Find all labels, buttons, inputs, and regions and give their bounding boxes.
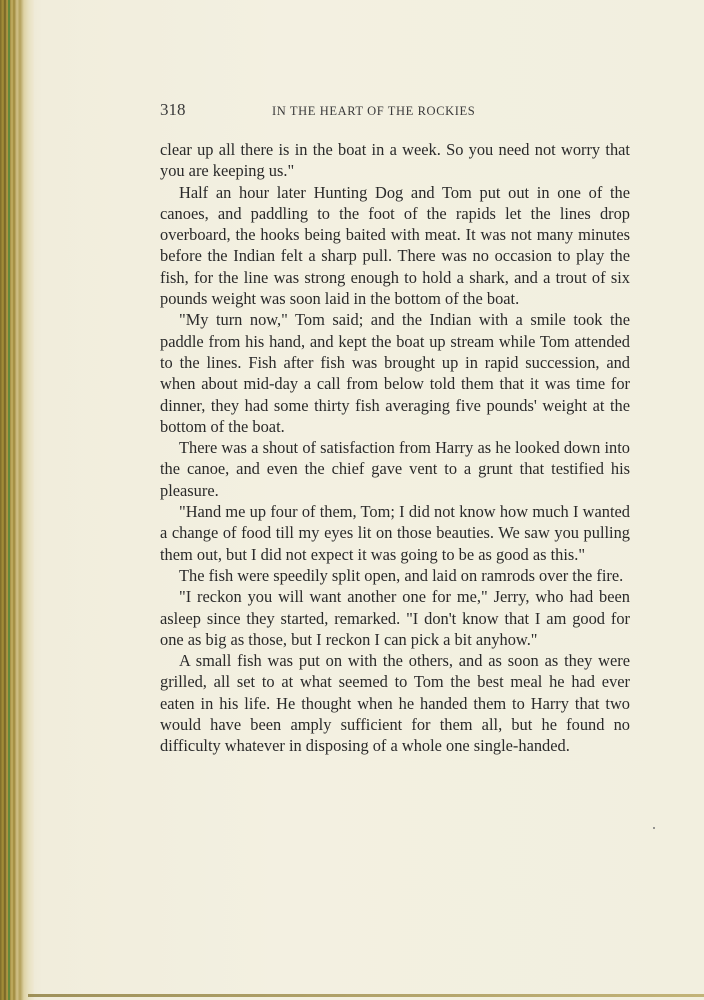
paragraph-3: "My turn now," Tom said; and the Indian with a smile took the paddle from his hand, and kept the boat up stream while Tom attended to the lines. Fish after fish was brought up in rapid succession, and when about mid-day a call from below told them that it was time for dinner, they had some thirty fish averaging five pounds' weight at the bottom of the boat.: [160, 310, 630, 436]
paragraph-4: There was a shout of satisfaction from Harry as he looked down into the canoe, and even the chief gave vent to a grunt that testified his pleasure.: [160, 438, 630, 500]
paragraph-6: The fish were speedily split open, and laid on ramrods over the fire.: [179, 565, 624, 585]
paragraph-5: "Hand me up four of them, Tom; I did not know how much I wanted a change of food till my eyes lit on those beauties. We saw you pulling them out, but I did not expect it was going to be as good as this.": [160, 502, 630, 564]
paragraph-1: clear up all there is in the boat in a week. So you need not worry that you are keeping us.": [160, 140, 630, 181]
book-binding-edge: [0, 0, 34, 1000]
body-text: [160, 139, 630, 757]
running-head: IN THE HEART OF THE ROCKIES: [272, 104, 476, 118]
binding-stripe: [8, 0, 10, 1000]
page-header: [160, 100, 630, 124]
paper-speck: [653, 827, 655, 829]
page-number: 318: [160, 100, 186, 119]
paragraph-7: "I reckon you will want another one for me," Jerry, who had been asleep since they started, remarked. "I don't know that I am good for one as big as those, but I reckon I can pick a bit anyhow.": [160, 587, 630, 649]
page-bottom-edge: [28, 994, 704, 997]
paragraph-2: Half an hour later Hunting Dog and Tom put out in one of the canoes, and paddling to the foot of the rapids let the lines drop overboard, the hooks being baited with meat. It was not many minutes before the Indian felt a sharp pull. There was no occasion to play the fish, for the line was strong enough to hold a shark, and a trout of six pounds weight was soon laid in the bottom of the boat.: [160, 182, 630, 309]
paragraph-8: A small fish was put on with the others, and as soon as they were grilled, all set to at what seemed to Tom the best meal he had ever eaten in his life. He thought when he handed them to Harry that two would have been amply sufficient for them all, but he found no difficulty whatever in disposing of a whole one single-handed.: [160, 651, 630, 756]
